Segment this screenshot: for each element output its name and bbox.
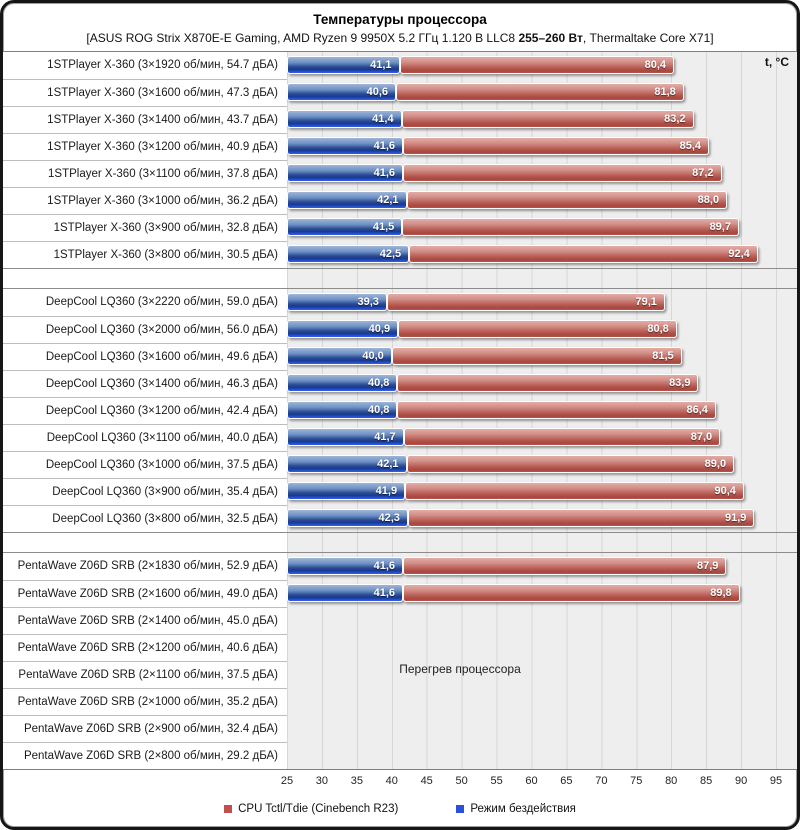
bar-load — [403, 557, 726, 575]
axis-tick: 70 — [595, 775, 608, 787]
bar-value-load: 87,2 — [692, 167, 714, 179]
bar-value-idle: 41,9 — [375, 485, 398, 497]
bar-idle — [287, 83, 396, 101]
row-plot — [287, 742, 797, 769]
legend-item-idle — [456, 803, 576, 815]
bar-load — [402, 218, 739, 236]
bar-idle — [287, 374, 397, 392]
row-label: 1STPlayer X-360 (3×900 об/мин, 32.8 дБА) — [3, 214, 287, 241]
bar-load — [407, 191, 728, 209]
row-plot — [287, 607, 797, 634]
row-plot — [287, 160, 797, 187]
bar-value-idle: 41,6 — [373, 167, 395, 179]
axis-tick: 45 — [420, 775, 433, 787]
row-label: 1STPlayer X-360 (3×1200 об/мин, 40.9 дБА) — [3, 133, 287, 160]
bar-value-load: 80,8 — [647, 323, 669, 335]
axis-tick: 95 — [769, 775, 783, 787]
table-row — [3, 424, 797, 451]
bar-value-idle: 40,8 — [367, 377, 390, 389]
bar-load — [409, 245, 758, 263]
chart-title: Температуры процессора — [313, 12, 487, 27]
row-label: PentaWave Z06D SRB (2×1830 об/мин, 52.9 дБА) — [3, 553, 287, 580]
bar-value-load: 81,5 — [652, 350, 674, 362]
row-plot — [287, 688, 797, 715]
row-label: PentaWave Z06D SRB (2×900 об/мин, 32.4 дБА) — [3, 715, 287, 742]
table-row — [3, 316, 797, 343]
row-label: DeepCool LQ360 (3×800 об/мин, 32.5 дБА) — [3, 505, 287, 532]
row-plot — [287, 214, 797, 241]
table-row — [3, 106, 797, 133]
row-plot — [287, 553, 797, 580]
row-plot — [287, 241, 797, 268]
bar-value-load: 92,4 — [728, 248, 750, 260]
bar-idle — [287, 293, 387, 311]
subtitle-power: 255–260 Вт — [518, 31, 583, 45]
row-plot — [287, 52, 797, 79]
row-label: DeepCool LQ360 (3×2000 об/мин, 56.0 дБА) — [3, 316, 287, 343]
bar-value-idle: 41,4 — [372, 113, 394, 125]
bar-idle — [287, 218, 402, 236]
row-label: PentaWave Z06D SRB (2×1100 об/мин, 37.5 дБА) — [3, 661, 287, 688]
axis-tick: 35 — [350, 775, 364, 787]
row-label: 1STPlayer X-360 (3×1920 об/мин, 54.7 дБА) — [3, 52, 287, 79]
axis-tick: 65 — [560, 775, 573, 787]
bar-value-idle: 42,3 — [378, 512, 400, 524]
row-label: PentaWave Z06D SRB (2×1200 об/мин, 40.6 дБА) — [3, 634, 287, 661]
row-plot — [287, 715, 797, 742]
bar-value-idle: 42,5 — [379, 248, 402, 260]
table-row — [3, 214, 797, 241]
bar-idle — [287, 401, 397, 419]
bar-load — [402, 110, 694, 128]
table-row — [3, 688, 797, 715]
row-plot — [287, 79, 797, 106]
bar-idle — [287, 455, 407, 473]
axis-tick: 40 — [385, 775, 398, 787]
row-label: PentaWave Z06D SRB (2×1400 об/мин, 45.0 дБА) — [3, 607, 287, 634]
row-plot — [287, 133, 797, 160]
chart-subtitle — [3, 30, 797, 47]
legend-item-load — [224, 803, 398, 815]
bar-idle — [287, 56, 400, 74]
row-label: 1STPlayer X-360 (3×1100 об/мин, 37.8 дБА) — [3, 160, 287, 187]
bar-load — [404, 428, 721, 446]
bar-idle — [287, 320, 398, 338]
row-label: PentaWave Z06D SRB (2×800 об/мин, 29.2 дБА) — [3, 742, 287, 769]
bar-load — [403, 164, 722, 182]
table-row — [3, 715, 797, 742]
axis-tick: 25 — [280, 775, 294, 787]
group-separator-plot-area — [287, 533, 797, 552]
table-row — [3, 289, 797, 316]
bar-idle — [287, 428, 404, 446]
axis-tick: 55 — [490, 775, 503, 787]
bar-value-load: 80,4 — [644, 59, 666, 71]
group-separator — [3, 268, 797, 289]
subtitle-suffix: , Thermaltake Core X71] — [582, 31, 714, 45]
bar-load — [396, 83, 684, 101]
axis-tick: 30 — [315, 775, 329, 787]
row-plot — [287, 187, 797, 214]
row-plot — [287, 289, 797, 316]
bar-load — [392, 347, 682, 365]
axis-tick: 80 — [665, 775, 678, 787]
row-plot — [287, 343, 797, 370]
table-row — [3, 241, 797, 268]
table-row — [3, 742, 797, 769]
bar-value-load: 86,4 — [686, 404, 708, 416]
bar-load — [387, 293, 665, 311]
row-label: DeepCool LQ360 (3×1400 об/мин, 46.3 дБА) — [3, 370, 287, 397]
bar-value-idle: 41,5 — [372, 221, 395, 233]
bar-value-load: 89,8 — [710, 587, 732, 599]
row-plot — [287, 424, 797, 451]
bar-value-load: 83,2 — [664, 113, 686, 125]
bar-load — [405, 482, 744, 500]
bar-idle — [287, 347, 392, 365]
bar-value-load: 87,9 — [696, 560, 719, 572]
bar-idle — [287, 557, 403, 575]
row-label: 1STPlayer X-360 (3×1600 об/мин, 47.3 дБА) — [3, 79, 287, 106]
bar-idle — [287, 164, 403, 182]
row-label: DeepCool LQ360 (3×1600 об/мин, 49.6 дБА) — [3, 343, 287, 370]
row-label: 1STPlayer X-360 (3×1000 об/мин, 36.2 дБА) — [3, 187, 287, 214]
bar-load — [400, 56, 675, 74]
bar-value-idle: 39,3 — [357, 296, 379, 308]
bar-idle — [287, 191, 407, 209]
bar-load — [397, 401, 716, 419]
row-plot — [287, 580, 797, 607]
table-row — [3, 451, 797, 478]
row-label: 1STPlayer X-360 (3×1400 об/мин, 43.7 дБА) — [3, 106, 287, 133]
bar-load — [408, 509, 755, 527]
row-plot — [287, 397, 797, 424]
subtitle-prefix: [ASUS ROG Strix X870E-E Gaming, AMD Ryzen 9 9950X 5.2 ГГц 1.120 В LLC8 — [86, 31, 519, 45]
bar-value-load: 85,4 — [679, 140, 701, 152]
row-plot — [287, 316, 797, 343]
bar-load — [397, 374, 698, 392]
chart-header — [3, 3, 797, 52]
bar-value-idle: 40,6 — [366, 86, 388, 98]
unit-label: t, °C — [764, 55, 789, 69]
bar-value-load: 79,1 — [635, 296, 657, 308]
bar-value-load: 89,7 — [709, 221, 731, 233]
row-plot — [287, 451, 797, 478]
row-plot — [287, 478, 797, 505]
row-label: DeepCool LQ360 (3×1000 об/мин, 37.5 дБА) — [3, 451, 287, 478]
bar-value-load: 91,9 — [724, 512, 747, 524]
table-row — [3, 553, 797, 580]
bar-load — [403, 584, 740, 602]
table-row — [3, 505, 797, 532]
bar-value-idle: 41,7 — [374, 431, 396, 443]
bar-value-idle: 42,1 — [377, 194, 399, 206]
legend — [3, 799, 797, 819]
bar-idle — [287, 482, 405, 500]
bar-value-idle: 40,0 — [362, 350, 384, 362]
bar-value-load: 88,0 — [697, 194, 720, 206]
table-row — [3, 397, 797, 424]
group-separator — [3, 532, 797, 553]
bar-value-load: 81,8 — [654, 86, 676, 98]
bar-value-load: 87,0 — [690, 431, 713, 443]
chart-body — [3, 52, 797, 770]
row-plot — [287, 634, 797, 661]
bar-value-idle: 41,6 — [373, 587, 395, 599]
bar-value-load: 90,4 — [714, 485, 736, 497]
table-row — [3, 370, 797, 397]
row-label: DeepCool LQ360 (3×2220 об/мин, 59.0 дБА) — [3, 289, 287, 316]
group-separator-plot-area — [287, 269, 797, 288]
table-row — [3, 133, 797, 160]
bar-value-idle: 41,6 — [373, 140, 395, 152]
bar-idle — [287, 137, 403, 155]
row-plot — [287, 106, 797, 133]
table-row — [3, 52, 797, 79]
bar-idle — [287, 509, 408, 527]
bar-value-idle: 40,9 — [368, 323, 391, 335]
bar-load — [407, 455, 735, 473]
bar-value-idle: 41,1 — [370, 59, 392, 71]
axis-tick: 75 — [630, 775, 643, 787]
overheat-note: Перегрев процессора — [399, 662, 521, 676]
bar-value-idle: 42,1 — [377, 458, 399, 470]
legend-label-idle: Режим бездействия — [470, 803, 576, 815]
table-row — [3, 160, 797, 187]
row-label: 1STPlayer X-360 (3×800 об/мин, 30.5 дБА) — [3, 241, 287, 268]
legend-label-load: CPU Tctl/Tdie (Cinebench R23) — [238, 803, 399, 815]
bar-value-idle: 40,8 — [367, 404, 390, 416]
table-row — [3, 478, 797, 505]
bar-value-load: 83,9 — [669, 377, 691, 389]
legend-swatch-idle — [456, 805, 464, 813]
table-row — [3, 580, 797, 607]
row-label: DeepCool LQ360 (3×900 об/мин, 35.4 дБА) — [3, 478, 287, 505]
group-separator-label-area — [3, 269, 287, 288]
bar-load — [398, 320, 677, 338]
bar-idle — [287, 110, 402, 128]
axis-tick: 90 — [734, 775, 748, 787]
bar-idle — [287, 584, 403, 602]
x-axis — [3, 770, 797, 793]
row-label: DeepCool LQ360 (3×1100 об/мин, 40.0 дБА) — [3, 424, 287, 451]
bar-value-idle: 41,6 — [373, 560, 395, 572]
row-label: PentaWave Z06D SRB (2×1600 об/мин, 49.0 дБА) — [3, 580, 287, 607]
row-plot — [287, 505, 797, 532]
row-label: DeepCool LQ360 (3×1200 об/мин, 42.4 дБА) — [3, 397, 287, 424]
table-row — [3, 634, 797, 661]
table-row — [3, 187, 797, 214]
bar-value-load: 89,0 — [704, 458, 727, 470]
row-label: PentaWave Z06D SRB (2×1000 об/мин, 35.2 дБА) — [3, 688, 287, 715]
group-separator-label-area — [3, 533, 287, 552]
row-plot — [287, 370, 797, 397]
axis-tick: 60 — [525, 775, 538, 787]
table-row — [3, 607, 797, 634]
axis-tick: 50 — [455, 775, 468, 787]
bar-load — [403, 137, 709, 155]
table-row — [3, 79, 797, 106]
axis-tick: 85 — [699, 775, 713, 787]
legend-swatch-load — [224, 805, 232, 813]
table-row — [3, 343, 797, 370]
bar-idle — [287, 245, 409, 263]
